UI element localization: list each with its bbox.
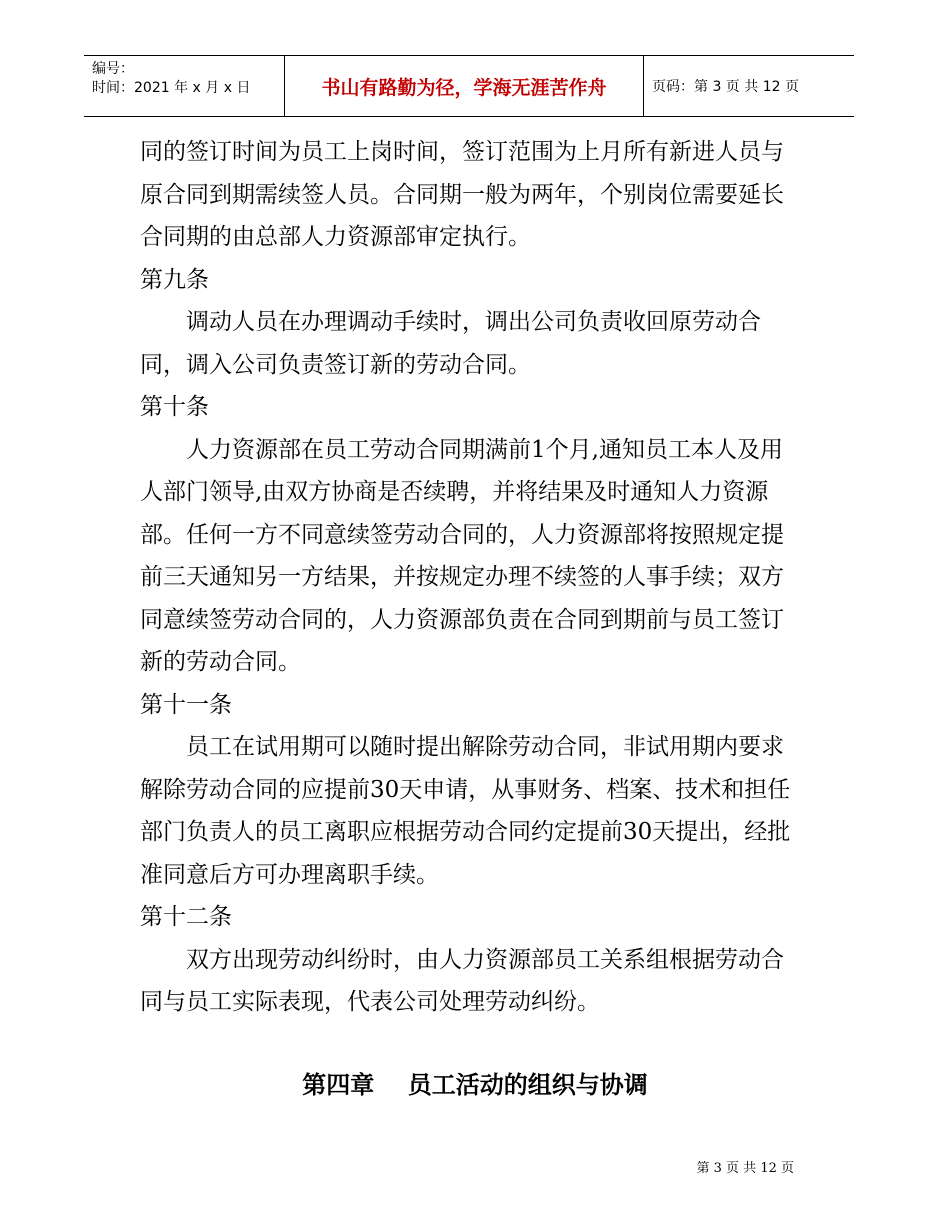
article-10-text: 人力资源部在员工劳动合同期满前1个月,通知员工本人及用人部门领导,由双方协商是否续聘，并将结果及时通知人力资源部。任何一方不同意续签劳动合同的，人力资源部将按照规定提前三天通知另一方结果，并按规定办理不续签的人事手续；双方同意续签劳动合同的，人力资源部负责在合同到期前与员工签订新的劳动合同。 (140, 436, 784, 675)
document-date: 时间：2021 年 x 月 x 日 (92, 80, 251, 96)
header-motto: 书山有路勤为径，学海无涯苦作舟 (284, 56, 644, 116)
article-11-text: 员工在试用期可以随时提出解除劳动合同，非试用期内要求解除劳动合同的应提前30天申请，从事财务、档案、技术和担任部门负责人的员工离职应根据劳动合同约定提前30天提出，经批准同意后方可办理离职手续。 (140, 734, 791, 888)
document-number: 编号： (92, 61, 134, 77)
header-meta (84, 56, 284, 116)
header-page-number: 页码：第 3 页 共 12 页 (652, 79, 799, 95)
article-12-title: 第十二条 (140, 904, 232, 930)
article-9-title: 第九条 (140, 266, 209, 293)
article-9-text: 调动人员在办理调动手续时，调出公司负责收回原劳动合同，调入公司负责签订新的劳动合同。 (140, 309, 761, 378)
page-footer: 第 3 页 共 12 页 (696, 1161, 794, 1176)
article-10-title: 第十条 (140, 394, 209, 420)
document-body (140, 131, 804, 1024)
chapter-heading: 第四章 员工活动的组织与协调 (302, 1071, 648, 1099)
page-header (84, 55, 854, 117)
article-11-title: 第十一条 (140, 691, 232, 718)
article-12-text: 双方出现劳动纠纷时，由人力资源部员工关系组根据劳动合同与员工实际表现，代表公司处理劳动纠纷。 (140, 946, 784, 1015)
intro-paragraph: 同的签订时间为员工上岗时间，签订范围为上月所有新进人员与原合同到期需续签人员。合同期一般为两年，个别岗位需要延长合同期的由总部人力资源部审定执行。 (140, 139, 784, 250)
